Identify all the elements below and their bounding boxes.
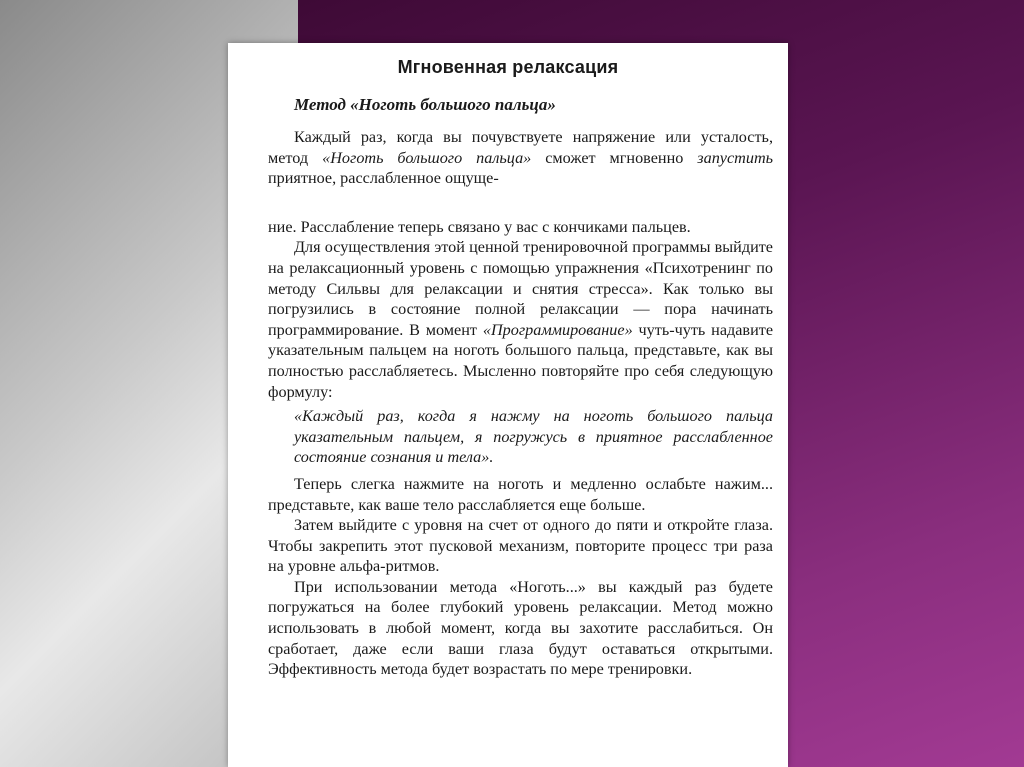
paragraph-1-emphasis-2: запустить <box>697 148 774 167</box>
paragraph-1 <box>268 127 773 189</box>
paragraph-5: При использовании метода «Ноготь...» вы каждый раз будете погружаться на более глубокий уровень релаксации. Метод можно использовать в любой момент, когда вы захотите расслабиться. Он сработает, даже если ваши глаза будут оставаться открытыми. Эффективность метода будет возрастать по мере тренировки. <box>268 577 773 679</box>
paragraph-2-text-b: чуть-чуть надавите указательным пальцем на ноготь большого пальца, представьте, как вы полностью расслабляетесь. Мысленно повторяйте про себя следующую формулу: <box>268 320 774 401</box>
paragraph-1-continued: ние. Расслабление теперь связано у вас с кончиками пальцев. <box>268 217 691 236</box>
paragraph-1-text-c: приятное, расслабленное ощуще- <box>268 169 499 188</box>
paragraph-2-emphasis: «Программирование» <box>482 320 633 339</box>
paragraph-1-text-a: Каждый раз, когда вы почувствуете напряжение или усталость, метод <box>268 128 773 167</box>
page-title: Мгновенная релаксация <box>397 57 619 77</box>
paragraph-2-text-a: Для осуществления этой ценной тренировочной программы выйдите на релаксационный уровень с помощью упражнения «Психотренинг по методу Сильвы для релаксации и снятия стресса». Как только вы погрузились в состояние полной релаксации — пора начинать программирование. В момент <box>268 238 773 339</box>
section-title: Метод «Ноготь большого пальца» <box>294 95 556 114</box>
paragraph-1-text-b: сможет мгновенно <box>531 148 698 167</box>
formula-quote: «Каждый раз, когда я нажму на ноготь большого пальца указательным пальцем, я погружусь в приятное расслабленное состояние сознания и тела». <box>294 407 773 467</box>
paragraph-4: Затем выйдите с уровня на счет от одного до пяти и откройте глаза. Чтобы закрепить этот пусковой механизм, повторите процесс три раза на уровне альфа-ритмов. <box>268 516 773 576</box>
paragraph-3: Теперь слегка нажмите на ноготь и медленно ослабьте нажим... представьте, как ваше тело расслабляется еще больше. <box>268 474 773 514</box>
scanned-page <box>228 43 788 767</box>
paragraph-2 <box>268 237 773 402</box>
body-text <box>268 127 773 680</box>
paragraph-1-emphasis-1: «Ноготь большого пальца» <box>322 148 532 167</box>
scan-gap <box>268 189 773 217</box>
